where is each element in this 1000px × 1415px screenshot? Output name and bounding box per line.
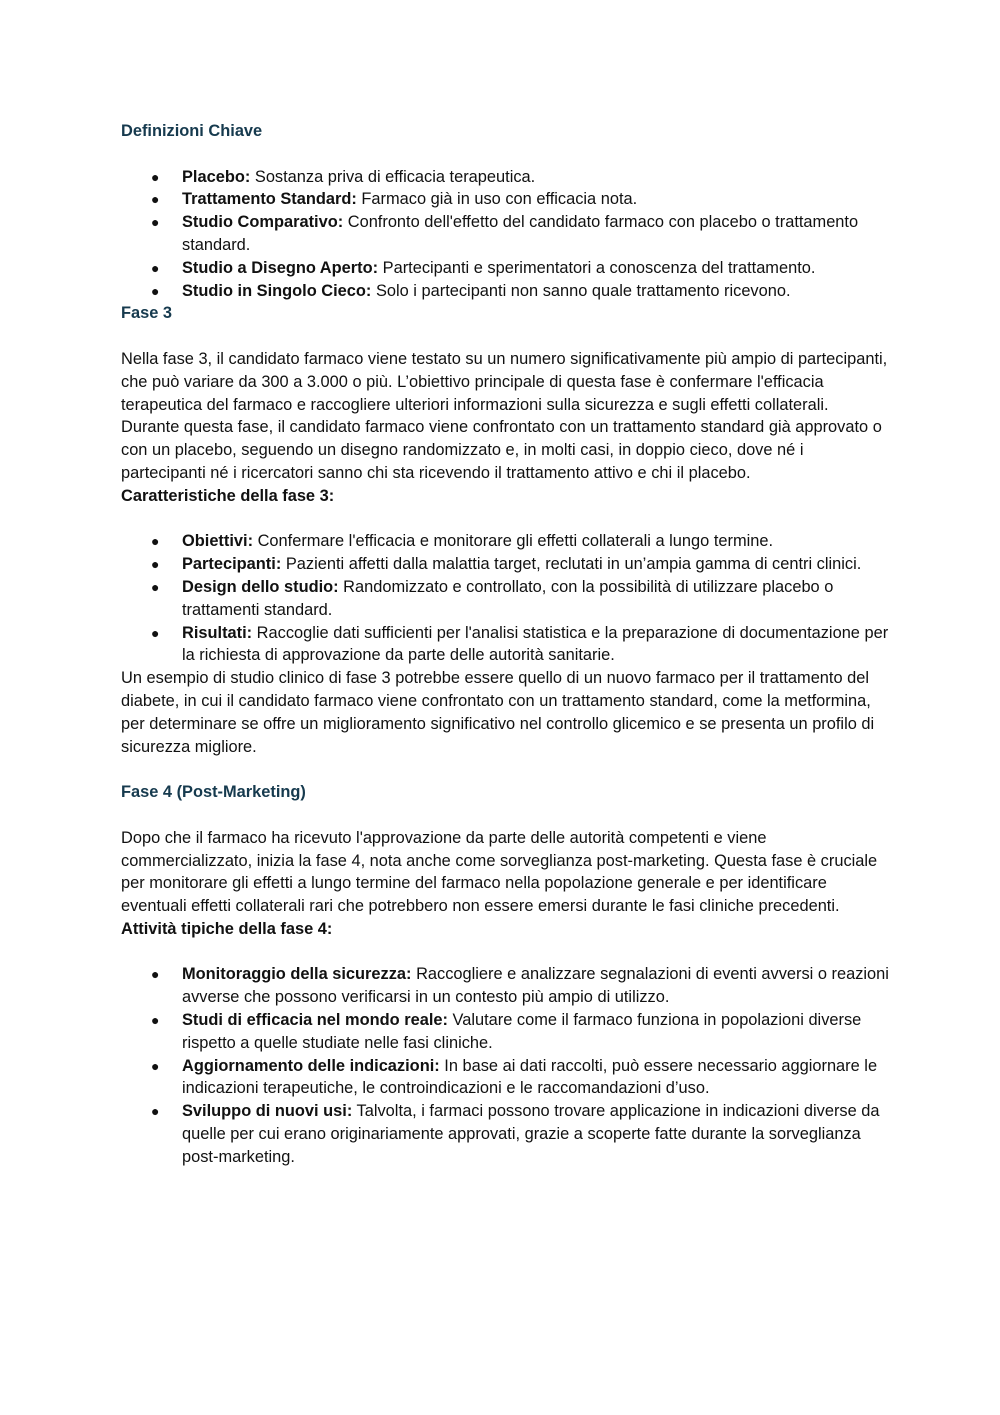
bullet-icon: ● [151, 1012, 160, 1029]
item-text: Raccogliere e analizzare segnalazioni di eventi avversi o reazioni avverse che possono verificarsi in un contesto più ampio di utilizzo. [182, 965, 889, 1007]
item-term: Trattamento Standard: [182, 190, 357, 209]
bullet-icon: ● [151, 1103, 160, 1120]
bullet-icon: ● [151, 533, 160, 550]
item-text: Pazienti affetti dalla malattia target, reclutati in un’ampia gamma di centri clinici. [281, 555, 862, 574]
list-item [121, 1009, 891, 1055]
item-text: Confermare l'efficacia e monitorare gli effetti collaterali a lungo termine. [253, 532, 774, 551]
bullet-icon: ● [151, 1057, 160, 1074]
item-text: Randomizzato e controllato, con la possibilità di utilizzare placebo o trattamenti standard. [182, 577, 834, 619]
heading-fase-3: Fase 3 [121, 304, 173, 323]
list-item [121, 188, 891, 211]
bullet-icon: ● [151, 168, 160, 185]
definizioni-list [121, 166, 891, 303]
fase-3-example: Un esempio di studio clinico di fase 3 potrebbe essere quello di un nuovo farmaco per il trattamento del diabete, in cui il candidato farmaco viene confrontato con un trattamento standard, come la metformina, per determinare se offre un miglioramento significativo nel controllo glicemico e se presenta un profilo di sicurezza migliore. [121, 669, 875, 756]
bullet-icon: ● [151, 214, 160, 231]
list-item [121, 1055, 891, 1101]
list-item [121, 576, 891, 622]
document-page [121, 120, 891, 1169]
fase-4-list [121, 963, 891, 1168]
item-text: Sostanza priva di efficacia terapeutica. [250, 167, 536, 186]
heading-definizioni-chiave: Definizioni Chiave [121, 122, 263, 140]
bullet-icon: ● [151, 191, 160, 208]
spacer [121, 804, 891, 827]
item-text: Valutare come il farmaco funziona in popolazioni diverse rispetto a quelle studiate nelle fasi cliniche. [182, 1011, 862, 1052]
bullet-icon: ● [151, 624, 160, 641]
fase-3-subheading: Caratteristiche della fase 3: [121, 486, 335, 505]
item-text: Farmaco già in uso con efficacia nota. [356, 190, 638, 209]
item-term: Design dello studio: [182, 577, 339, 596]
list-item [121, 257, 891, 280]
spacer [121, 143, 891, 166]
fase-4-subheading: Attività tipiche della fase 4: [121, 919, 333, 938]
item-term: Studio in Singolo Cieco: [182, 281, 372, 300]
heading-fase-4: Fase 4 (Post-Marketing) [121, 783, 306, 802]
item-text: Partecipanti e sperimentatori a conoscenza del trattamento. [378, 258, 816, 277]
item-term: Risultati: [182, 623, 253, 642]
fase-3-intro: Nella fase 3, il candidato farmaco viene testato su un numero significativamente più ampio di partecipanti, che può variare da 300 a 3.000 o più. L’obiettivo principale di questa fase è confermare l'efficacia terapeutica del farmaco e raccogliere ulteriori informazioni sulla sicurezza e sugli effetti collaterali. Durante questa fase, il candidato farmaco viene confrontato con un trattamento standard già approvato o con un placebo, seguendo un disegno randomizzato e, in molti casi, in doppio cieco, dove né i partecipanti né i ricercatori sanno chi sta ricevendo il trattamento attivo e chi il placebo. [121, 349, 888, 482]
fase-4-intro: Dopo che il farmaco ha ricevuto l'approvazione da parte delle autorità competenti e viene commercializzato, inizia la fase 4, nota anche come sorveglianza post-marketing. Questa fase è cruciale per monitorare gli effetti a lungo termine del farmaco nella popolazione generale e per identificare eventuali effetti collaterali rari che potrebbero non essere emersi durante le fasi cliniche precedenti. [121, 828, 878, 916]
spacer [121, 941, 891, 964]
item-text: Solo i partecipanti non sanno quale trattamento ricevono. [371, 281, 791, 300]
list-item [121, 963, 891, 1009]
item-text: Talvolta, i farmaci possono trovare applicazione in indicazioni diverse da quelle per cui erano originariamente approvati, grazie a scoperte fatte durante la sorveglianza post-marketing. [182, 1102, 880, 1166]
bullet-icon: ● [151, 966, 160, 983]
item-term: Sviluppo di nuovi usi: [182, 1102, 353, 1121]
list-item [121, 622, 891, 668]
item-term: Obiettivi: [182, 532, 254, 551]
list-item [121, 530, 891, 553]
item-text: Confronto dell'effetto del candidato farmaco con placebo o trattamento standard. [182, 213, 859, 254]
bullet-icon: ● [151, 282, 160, 299]
list-item [121, 166, 891, 189]
list-item [121, 553, 891, 576]
item-term: Studio a Disegno Aperto: [182, 258, 379, 277]
fase-3-list [121, 530, 891, 667]
item-term: Placebo: [182, 167, 251, 186]
item-term: Partecipanti: [182, 555, 282, 574]
item-term: Aggiornamento delle indicazioni: [182, 1056, 440, 1075]
item-term: Studio Comparativo: [182, 213, 344, 232]
bullet-icon: ● [151, 556, 160, 573]
list-item [121, 280, 891, 303]
item-term: Studi di efficacia nel mondo reale: [182, 1011, 448, 1030]
spacer [121, 758, 891, 781]
bullet-icon: ● [151, 259, 160, 276]
item-text: Raccoglie dati sufficienti per l'analisi statistica e la preparazione di documentazione per la richiesta di approvazione da parte delle autorità sanitarie. [182, 623, 889, 665]
bullet-icon: ● [151, 578, 160, 595]
spacer [121, 508, 891, 531]
item-term: Monitoraggio della sicurezza: [182, 965, 412, 984]
list-item [121, 211, 891, 257]
item-text: In base ai dati raccolti, può essere necessario aggiornare le indicazioni terapeutiche, le controindicazioni e le raccomandazioni d’uso. [182, 1056, 878, 1098]
spacer [121, 325, 891, 348]
list-item [121, 1100, 891, 1168]
